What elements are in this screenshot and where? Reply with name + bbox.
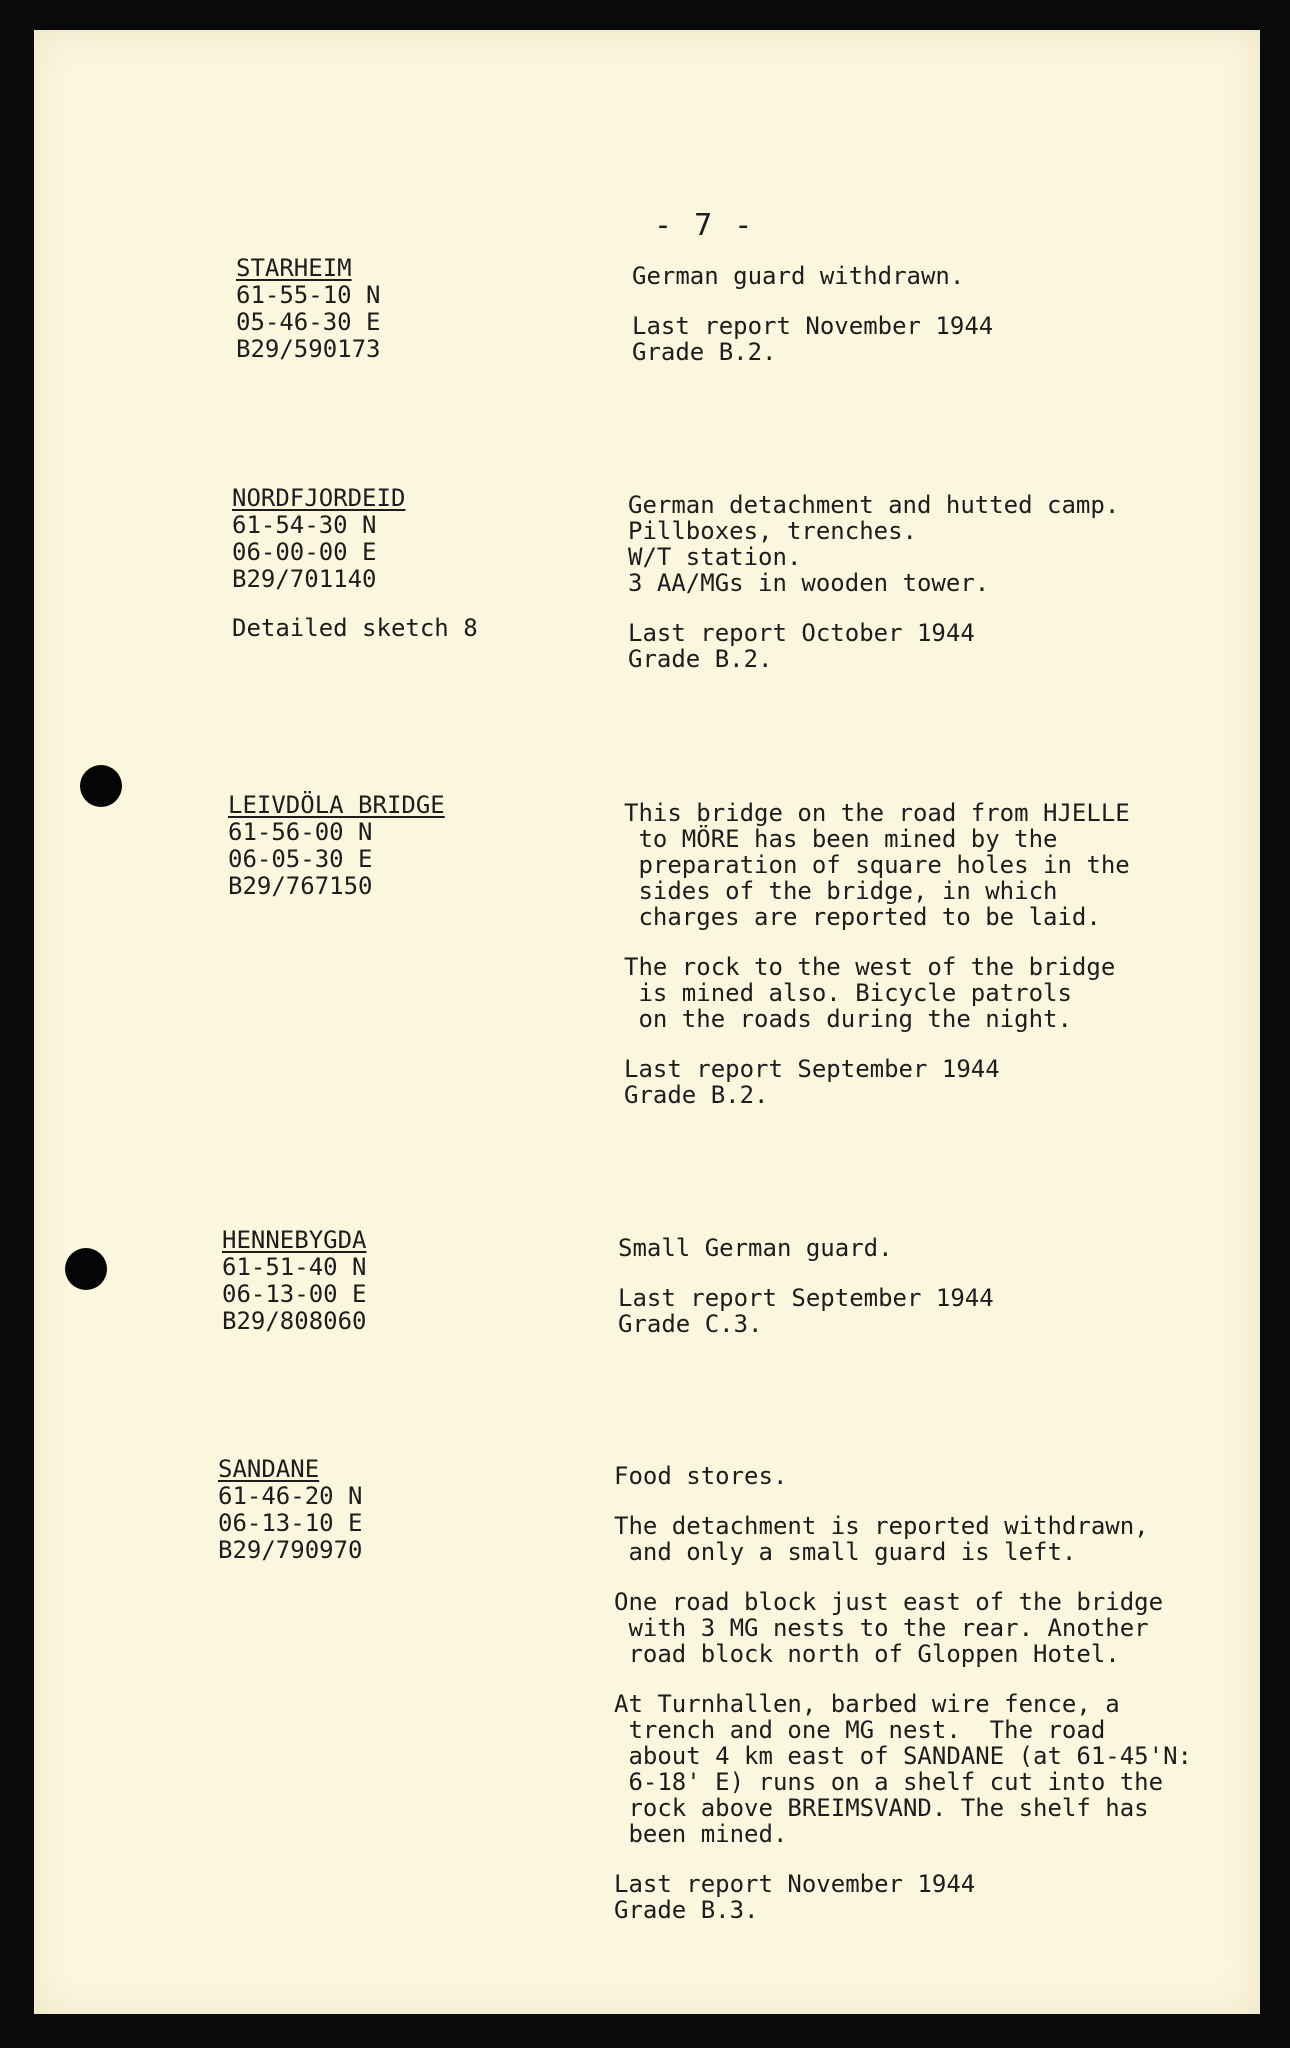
location-name: SANDANE: [218, 1455, 320, 1483]
location-block-hennebygda: [222, 1227, 367, 1335]
report-status: Last report October 1944 Grade B.2.: [628, 619, 975, 673]
report-paragraph: This bridge on the road from HJELLE to MÖRE has been mined by the preparation of square holes in the sides of the bridge, in which charges are reported to be laid.: [624, 799, 1130, 931]
report-block-leivdola-bridge: [624, 800, 1130, 1108]
latitude: 61-56-00 N: [228, 818, 373, 846]
report-paragraph: German detachment and hutted camp. Pillboxes, trenches. W/T station. 3 AA/MGs in wooden tower.: [628, 491, 1120, 597]
report-paragraph: Food stores.: [614, 1462, 788, 1490]
report-paragraph: Small German guard.: [618, 1234, 893, 1262]
document-page: [34, 30, 1260, 2014]
location-block-sandane: [218, 1456, 363, 1564]
report-paragraph: The detachment is reported withdrawn, and only a small guard is left.: [614, 1512, 1149, 1566]
report-paragraph: One road block just east of the bridge with 3 MG nests to the rear. Another road block north of Gloppen Hotel.: [614, 1588, 1164, 1668]
report-paragraph: German guard withdrawn.: [632, 262, 965, 290]
location-name: STARHEIM: [236, 254, 352, 282]
latitude: 61-54-30 N: [232, 511, 377, 539]
grid-reference: B29/701140: [232, 565, 377, 593]
report-status: Last report November 1944 Grade B.3.: [614, 1870, 976, 1924]
grid-reference: B29/767150: [228, 872, 373, 900]
page-number: - 7 -: [654, 208, 755, 243]
report-status: Last report September 1944 Grade C.3.: [618, 1284, 994, 1338]
report-status: Last report September 1944 Grade B.2.: [624, 1055, 1000, 1109]
longitude: 06-00-00 E: [232, 538, 377, 566]
location-block-leivdola-bridge: [228, 792, 445, 900]
location-block-starheim: [236, 255, 381, 363]
report-status: Last report November 1944 Grade B.2.: [632, 312, 994, 366]
sketch-reference: Detailed sketch 8: [232, 614, 478, 642]
latitude: 61-51-40 N: [222, 1253, 367, 1281]
longitude: 05-46-30 E: [236, 308, 381, 336]
report-block-hennebygda: [618, 1235, 994, 1337]
location-name: HENNEBYGDA: [222, 1226, 367, 1254]
longitude: 06-13-10 E: [218, 1509, 363, 1537]
longitude: 06-13-00 E: [222, 1280, 367, 1308]
report-paragraph: At Turnhallen, barbed wire fence, a trench and one MG nest. The road about 4 km east of SANDANE (at 61-45'N: 6-18' E) runs on a shelf cut into the rock above BREIMSVAND. The shelf has been mined.: [614, 1690, 1192, 1848]
longitude: 06-05-30 E: [228, 845, 373, 873]
report-block-sandane: [614, 1463, 1192, 1923]
grid-reference: B29/590173: [236, 335, 381, 363]
report-paragraph: The rock to the west of the bridge is mined also. Bicycle patrols on the roads during the night.: [624, 953, 1116, 1033]
latitude: 61-46-20 N: [218, 1482, 363, 1510]
report-block-starheim: [632, 263, 993, 365]
punch-hole: [65, 1248, 107, 1290]
location-name: NORDFJORDEID: [232, 484, 406, 512]
location-name: LEIVDÖLA BRIDGE: [228, 791, 445, 819]
location-block-nordfjordeid: [232, 485, 478, 642]
report-block-nordfjordeid: [628, 492, 1119, 672]
grid-reference: B29/790970: [218, 1536, 363, 1564]
punch-hole: [80, 765, 122, 807]
latitude: 61-55-10 N: [236, 281, 381, 309]
grid-reference: B29/808060: [222, 1307, 367, 1335]
